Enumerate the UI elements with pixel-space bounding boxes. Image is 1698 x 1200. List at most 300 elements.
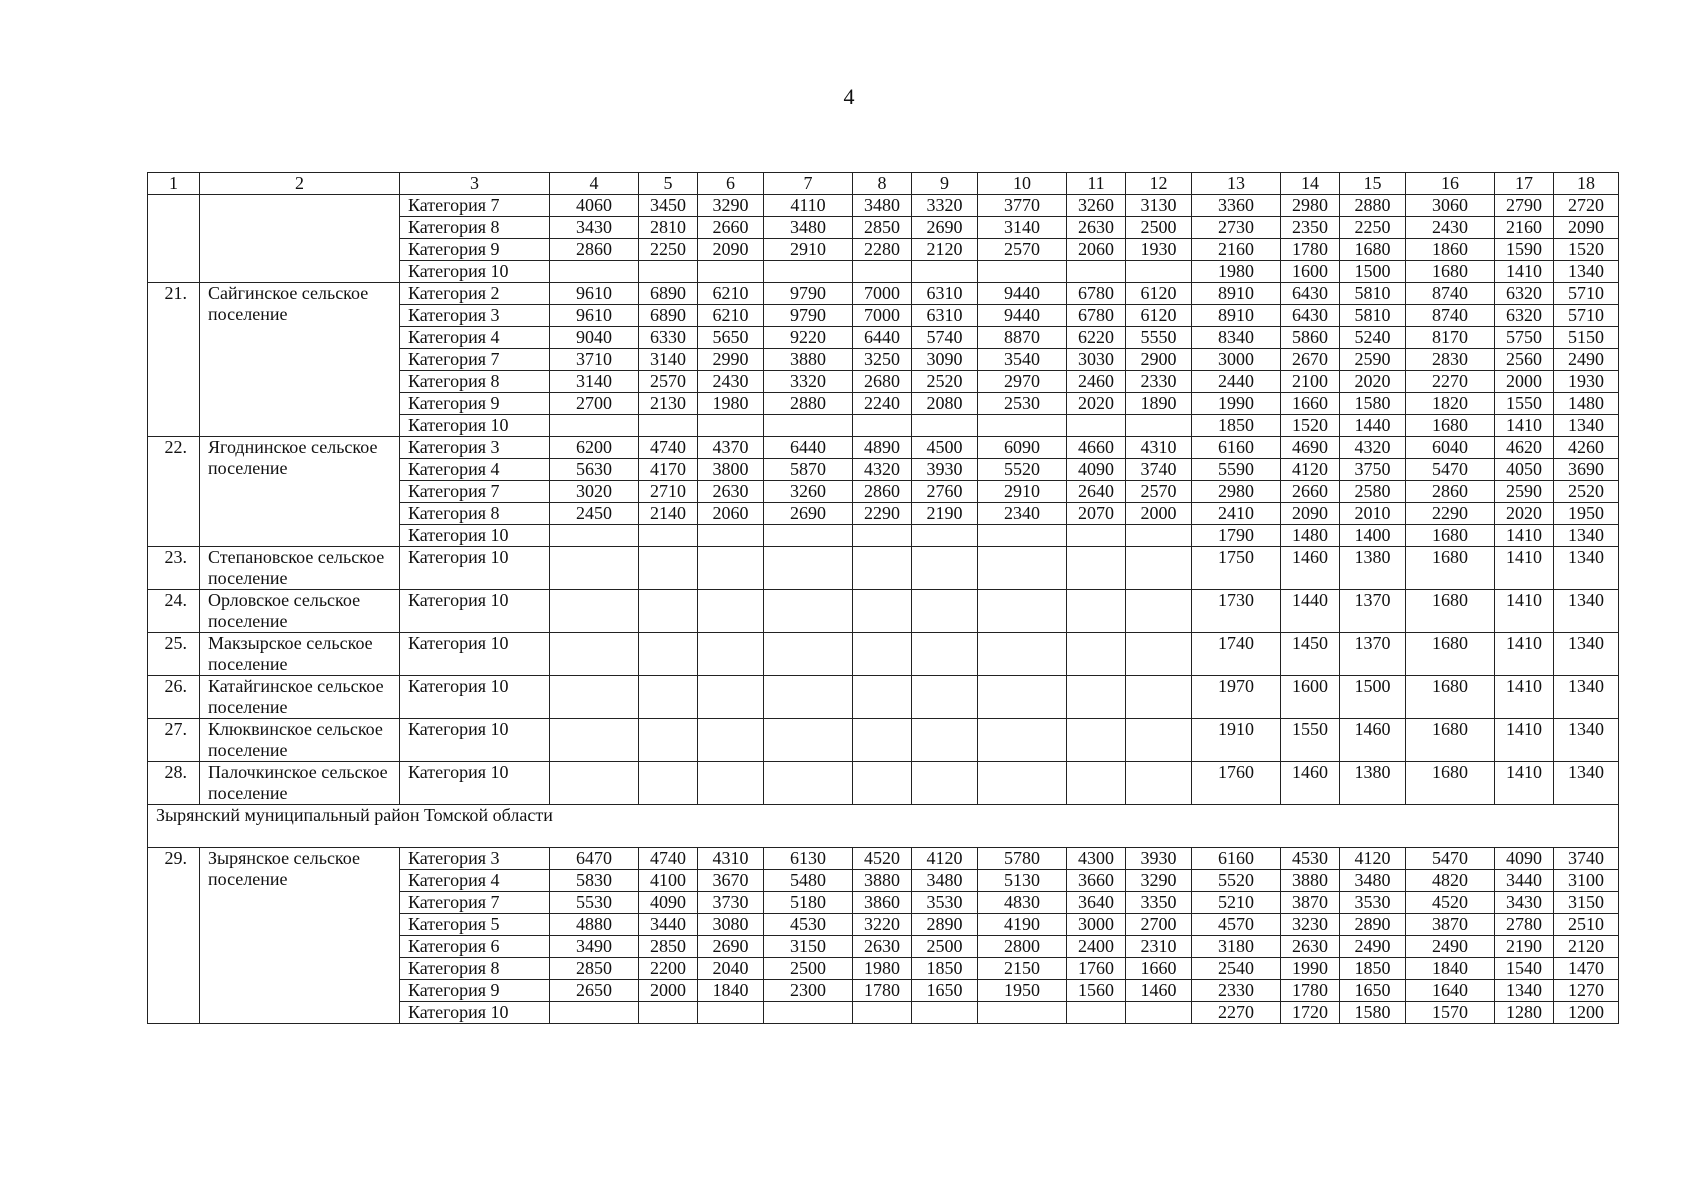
value-cell: 2860	[550, 239, 639, 261]
value-cell: 5180	[764, 892, 853, 914]
value-cell: 6320	[1495, 283, 1554, 305]
value-cell: 3740	[1554, 848, 1619, 870]
value-cell	[1126, 525, 1192, 547]
value-cell: 5860	[1281, 327, 1340, 349]
value-cell: 1570	[1406, 1002, 1495, 1024]
value-cell	[1067, 525, 1126, 547]
value-cell: 9440	[978, 305, 1067, 327]
value-cell: 8910	[1192, 283, 1281, 305]
value-cell: 9790	[764, 283, 853, 305]
row-number: 27.	[148, 719, 200, 762]
value-cell	[853, 719, 912, 762]
value-cell: 3000	[1192, 349, 1281, 371]
value-cell: 1590	[1495, 239, 1554, 261]
value-cell	[912, 415, 978, 437]
value-cell: 1410	[1495, 547, 1554, 590]
value-cell	[550, 633, 639, 676]
value-cell: 1500	[1340, 676, 1406, 719]
value-cell: 2190	[1495, 936, 1554, 958]
value-cell: 3360	[1192, 195, 1281, 217]
value-cell: 3260	[1067, 195, 1126, 217]
page-number: 4	[843, 84, 855, 109]
value-cell: 4310	[1126, 437, 1192, 459]
settlement-name: Катайгинское сельское поселение	[200, 676, 400, 719]
value-cell	[698, 633, 764, 676]
row-number: 24.	[148, 590, 200, 633]
value-cell: 1600	[1281, 261, 1340, 283]
value-cell: 3100	[1554, 870, 1619, 892]
value-cell: 2880	[764, 393, 853, 415]
value-cell: 1460	[1126, 980, 1192, 1002]
value-cell: 3150	[764, 936, 853, 958]
header-row	[148, 173, 1619, 195]
value-cell: 1460	[1340, 719, 1406, 762]
value-cell	[698, 719, 764, 762]
value-cell: 3230	[1281, 914, 1340, 936]
value-cell: 1680	[1406, 719, 1495, 762]
settlement-name: Сайгинское сельское поселение	[200, 283, 400, 437]
value-cell: 1650	[912, 980, 978, 1002]
value-cell	[853, 633, 912, 676]
region-name: Зырянский муниципальный район Томской области	[148, 805, 1619, 848]
value-cell: 5550	[1126, 327, 1192, 349]
value-cell: 1370	[1340, 633, 1406, 676]
value-cell: 2980	[1281, 195, 1340, 217]
value-cell	[764, 762, 853, 805]
value-cell: 1410	[1495, 415, 1554, 437]
table-row	[148, 762, 1619, 805]
value-cell	[698, 525, 764, 547]
column-header-10: 10	[978, 173, 1067, 195]
value-cell: 1340	[1554, 719, 1619, 762]
value-cell: 1450	[1281, 633, 1340, 676]
value-cell: 9440	[978, 283, 1067, 305]
value-cell: 1680	[1406, 633, 1495, 676]
value-cell: 2970	[978, 371, 1067, 393]
value-cell: 3480	[1340, 870, 1406, 892]
value-cell	[1067, 762, 1126, 805]
value-cell: 2630	[698, 481, 764, 503]
value-cell: 3030	[1067, 349, 1126, 371]
value-cell: 1730	[1192, 590, 1281, 633]
value-cell	[550, 261, 639, 283]
value-cell	[764, 261, 853, 283]
value-cell: 2850	[550, 958, 639, 980]
value-cell	[853, 1002, 912, 1024]
value-cell: 3870	[1406, 914, 1495, 936]
value-cell	[978, 633, 1067, 676]
value-cell: 3480	[912, 870, 978, 892]
value-cell: 4320	[853, 459, 912, 481]
value-cell: 3880	[764, 349, 853, 371]
value-cell: 1680	[1340, 239, 1406, 261]
category-cell: Категория 10	[400, 547, 550, 590]
value-cell: 2640	[1067, 481, 1126, 503]
value-cell: 2660	[1281, 481, 1340, 503]
value-cell	[1067, 676, 1126, 719]
value-cell	[978, 415, 1067, 437]
value-cell	[639, 633, 698, 676]
value-cell: 3020	[550, 481, 639, 503]
value-cell: 3480	[853, 195, 912, 217]
value-cell: 1370	[1340, 590, 1406, 633]
value-cell: 6130	[764, 848, 853, 870]
value-cell: 1410	[1495, 261, 1554, 283]
value-cell: 2010	[1340, 503, 1406, 525]
value-cell: 1340	[1495, 980, 1554, 1002]
value-cell: 2730	[1192, 217, 1281, 239]
column-header-9: 9	[912, 173, 978, 195]
value-cell: 3660	[1067, 870, 1126, 892]
value-cell: 4520	[1406, 892, 1495, 914]
value-cell: 3220	[853, 914, 912, 936]
value-cell: 5590	[1192, 459, 1281, 481]
value-cell: 2090	[698, 239, 764, 261]
value-cell: 2500	[912, 936, 978, 958]
value-cell: 2130	[639, 393, 698, 415]
value-cell: 1580	[1340, 393, 1406, 415]
value-cell: 1780	[1281, 239, 1340, 261]
value-cell: 3540	[978, 349, 1067, 371]
row-number: 29.	[148, 848, 200, 1024]
value-cell	[764, 633, 853, 676]
value-cell: 1340	[1554, 633, 1619, 676]
value-cell: 3450	[639, 195, 698, 217]
value-cell: 5830	[550, 870, 639, 892]
value-cell: 2000	[639, 980, 698, 1002]
value-cell	[550, 719, 639, 762]
value-cell	[853, 261, 912, 283]
value-cell	[1126, 590, 1192, 633]
value-cell: 2060	[1067, 239, 1126, 261]
value-cell: 4090	[1495, 848, 1554, 870]
value-cell: 8740	[1406, 305, 1495, 327]
value-cell: 1560	[1067, 980, 1126, 1002]
value-cell	[764, 415, 853, 437]
value-cell: 4090	[639, 892, 698, 914]
value-cell: 1340	[1554, 525, 1619, 547]
value-cell: 3930	[912, 459, 978, 481]
value-cell	[978, 547, 1067, 590]
category-cell: Категория 10	[400, 633, 550, 676]
value-cell: 2890	[1340, 914, 1406, 936]
category-cell: Категория 10	[400, 415, 550, 437]
value-cell: 8910	[1192, 305, 1281, 327]
value-cell: 2980	[1192, 481, 1281, 503]
value-cell	[1067, 1002, 1126, 1024]
value-cell	[912, 633, 978, 676]
settlement-name: Ягоднинское сельское поселение	[200, 437, 400, 547]
category-cell: Категория 5	[400, 914, 550, 936]
value-cell	[912, 547, 978, 590]
value-cell: 4320	[1340, 437, 1406, 459]
value-cell: 1890	[1126, 393, 1192, 415]
value-cell: 1930	[1554, 371, 1619, 393]
value-cell: 2690	[764, 503, 853, 525]
value-cell	[1126, 547, 1192, 590]
value-cell: 1280	[1495, 1002, 1554, 1024]
value-cell: 5210	[1192, 892, 1281, 914]
value-cell: 3260	[764, 481, 853, 503]
value-cell	[853, 762, 912, 805]
value-cell: 2460	[1067, 371, 1126, 393]
row-number: 23.	[148, 547, 200, 590]
value-cell: 2150	[978, 958, 1067, 980]
value-cell: 1740	[1192, 633, 1281, 676]
value-cell: 2510	[1554, 914, 1619, 936]
value-cell	[1067, 633, 1126, 676]
value-cell: 1380	[1340, 762, 1406, 805]
value-cell	[853, 415, 912, 437]
table-body	[148, 173, 1619, 1024]
value-cell: 2200	[639, 958, 698, 980]
category-cell: Категория 8	[400, 217, 550, 239]
value-cell: 9040	[550, 327, 639, 349]
value-cell: 1680	[1406, 676, 1495, 719]
value-cell: 3670	[698, 870, 764, 892]
value-cell: 2650	[550, 980, 639, 1002]
value-cell: 2330	[1126, 371, 1192, 393]
value-cell	[764, 590, 853, 633]
category-cell: Категория 10	[400, 719, 550, 762]
value-cell	[764, 719, 853, 762]
category-cell: Категория 4	[400, 327, 550, 349]
value-cell: 2490	[1406, 936, 1495, 958]
category-cell: Категория 8	[400, 371, 550, 393]
value-cell	[639, 525, 698, 547]
value-cell: 3440	[639, 914, 698, 936]
value-cell: 3320	[912, 195, 978, 217]
value-cell: 4120	[1340, 848, 1406, 870]
value-cell: 2330	[1192, 980, 1281, 1002]
value-cell	[1126, 415, 1192, 437]
value-cell	[1067, 547, 1126, 590]
value-cell	[698, 590, 764, 633]
value-cell: 1580	[1340, 1002, 1406, 1024]
value-cell: 1980	[698, 393, 764, 415]
value-cell: 2060	[698, 503, 764, 525]
row-number: 22.	[148, 437, 200, 547]
value-cell: 2250	[639, 239, 698, 261]
value-cell	[764, 525, 853, 547]
value-cell	[550, 590, 639, 633]
value-cell	[698, 415, 764, 437]
value-cell: 4300	[1067, 848, 1126, 870]
value-cell: 1340	[1554, 547, 1619, 590]
value-cell: 9610	[550, 305, 639, 327]
value-cell: 2990	[698, 349, 764, 371]
value-cell: 6330	[639, 327, 698, 349]
value-cell: 6040	[1406, 437, 1495, 459]
value-cell: 3750	[1340, 459, 1406, 481]
value-cell: 5470	[1406, 459, 1495, 481]
category-cell: Категория 2	[400, 283, 550, 305]
value-cell: 1410	[1495, 633, 1554, 676]
value-cell: 6160	[1192, 848, 1281, 870]
column-header-15: 15	[1340, 173, 1406, 195]
value-cell: 1980	[1192, 261, 1281, 283]
value-cell: 1840	[1406, 958, 1495, 980]
value-cell	[550, 676, 639, 719]
value-cell: 2020	[1340, 371, 1406, 393]
value-cell: 4520	[853, 848, 912, 870]
value-cell	[853, 676, 912, 719]
value-cell: 3140	[550, 371, 639, 393]
value-cell: 1780	[853, 980, 912, 1002]
value-cell	[639, 676, 698, 719]
value-cell: 5520	[978, 459, 1067, 481]
value-cell: 3880	[1281, 870, 1340, 892]
value-cell: 4620	[1495, 437, 1554, 459]
value-cell: 1550	[1495, 393, 1554, 415]
column-header-16: 16	[1406, 173, 1495, 195]
value-cell: 1720	[1281, 1002, 1340, 1024]
table-row	[148, 547, 1619, 590]
row-number: 26.	[148, 676, 200, 719]
value-cell	[698, 261, 764, 283]
value-cell: 8870	[978, 327, 1067, 349]
value-cell: 6220	[1067, 327, 1126, 349]
value-cell: 1790	[1192, 525, 1281, 547]
region-row	[148, 805, 1619, 848]
value-cell	[1126, 719, 1192, 762]
value-cell: 2860	[853, 481, 912, 503]
value-cell: 6430	[1281, 305, 1340, 327]
settlement-name: Палочкинское сельское поселение	[200, 762, 400, 805]
value-cell: 2630	[853, 936, 912, 958]
table-row	[148, 195, 1619, 217]
value-cell	[698, 676, 764, 719]
settlement-name: Степановское сельское поселение	[200, 547, 400, 590]
value-cell: 4880	[550, 914, 639, 936]
value-cell	[764, 1002, 853, 1024]
value-cell: 2810	[639, 217, 698, 239]
value-cell	[912, 261, 978, 283]
value-cell: 2630	[1281, 936, 1340, 958]
value-cell: 2310	[1126, 936, 1192, 958]
value-cell	[639, 547, 698, 590]
value-cell: 2570	[639, 371, 698, 393]
value-cell	[698, 762, 764, 805]
value-cell: 3290	[1126, 870, 1192, 892]
table-row	[148, 283, 1619, 305]
column-header-11: 11	[1067, 173, 1126, 195]
value-cell: 3880	[853, 870, 912, 892]
value-cell: 5130	[978, 870, 1067, 892]
value-cell	[550, 762, 639, 805]
value-cell: 1520	[1554, 239, 1619, 261]
value-cell: 1680	[1406, 525, 1495, 547]
value-cell: 6780	[1067, 305, 1126, 327]
value-cell: 1680	[1406, 261, 1495, 283]
value-cell	[978, 676, 1067, 719]
value-cell: 6120	[1126, 305, 1192, 327]
settlement-name: Зырянское сельское поселение	[200, 848, 400, 1024]
value-cell: 2540	[1192, 958, 1281, 980]
value-cell: 6440	[853, 327, 912, 349]
value-cell	[912, 676, 978, 719]
value-cell	[853, 525, 912, 547]
value-cell: 3350	[1126, 892, 1192, 914]
value-cell: 1200	[1554, 1002, 1619, 1024]
value-cell: 2710	[639, 481, 698, 503]
value-cell: 1990	[1281, 958, 1340, 980]
value-cell: 2900	[1126, 349, 1192, 371]
value-cell: 3710	[550, 349, 639, 371]
category-cell: Категория 10	[400, 261, 550, 283]
table-row	[148, 719, 1619, 762]
column-header-5: 5	[639, 173, 698, 195]
value-cell: 5810	[1340, 283, 1406, 305]
value-cell: 8740	[1406, 283, 1495, 305]
settlement-name: Клюквинское сельское поселение	[200, 719, 400, 762]
value-cell: 3130	[1126, 195, 1192, 217]
value-cell: 2850	[639, 936, 698, 958]
value-cell: 1400	[1340, 525, 1406, 547]
value-cell: 2100	[1281, 371, 1340, 393]
value-cell: 2490	[1554, 349, 1619, 371]
value-cell: 5530	[550, 892, 639, 914]
value-cell: 1440	[1281, 590, 1340, 633]
value-cell: 2910	[978, 481, 1067, 503]
value-cell: 2630	[1067, 217, 1126, 239]
value-cell: 1340	[1554, 676, 1619, 719]
value-cell: 3860	[853, 892, 912, 914]
value-cell	[912, 590, 978, 633]
value-cell: 2570	[1126, 481, 1192, 503]
value-cell: 3490	[550, 936, 639, 958]
value-cell: 2570	[978, 239, 1067, 261]
value-cell: 1750	[1192, 547, 1281, 590]
value-cell: 4050	[1495, 459, 1554, 481]
value-cell	[1067, 261, 1126, 283]
value-cell: 1270	[1554, 980, 1619, 1002]
value-cell: 2000	[1495, 371, 1554, 393]
value-cell	[639, 590, 698, 633]
category-cell: Категория 3	[400, 437, 550, 459]
value-cell: 2080	[912, 393, 978, 415]
value-cell: 1840	[698, 980, 764, 1002]
value-cell: 1660	[1126, 958, 1192, 980]
value-cell: 2700	[1126, 914, 1192, 936]
value-cell: 6200	[550, 437, 639, 459]
category-cell: Категория 10	[400, 676, 550, 719]
value-cell: 3000	[1067, 914, 1126, 936]
value-cell: 1980	[853, 958, 912, 980]
value-cell: 1850	[1192, 415, 1281, 437]
category-cell: Категория 8	[400, 958, 550, 980]
column-header-4: 4	[550, 173, 639, 195]
value-cell: 3740	[1126, 459, 1192, 481]
value-cell: 3530	[1340, 892, 1406, 914]
value-cell: 5710	[1554, 305, 1619, 327]
category-cell: Категория 10	[400, 590, 550, 633]
value-cell: 4660	[1067, 437, 1126, 459]
value-cell: 2190	[912, 503, 978, 525]
value-cell: 1540	[1495, 958, 1554, 980]
settlement-name: Орловское сельское поселение	[200, 590, 400, 633]
value-cell: 7000	[853, 283, 912, 305]
value-cell: 1410	[1495, 762, 1554, 805]
value-cell: 1440	[1340, 415, 1406, 437]
value-cell	[698, 1002, 764, 1024]
settlement-name	[200, 195, 400, 283]
value-cell: 3090	[912, 349, 978, 371]
value-cell: 2430	[1406, 217, 1495, 239]
category-cell: Категория 4	[400, 870, 550, 892]
value-cell	[912, 719, 978, 762]
value-cell: 4370	[698, 437, 764, 459]
